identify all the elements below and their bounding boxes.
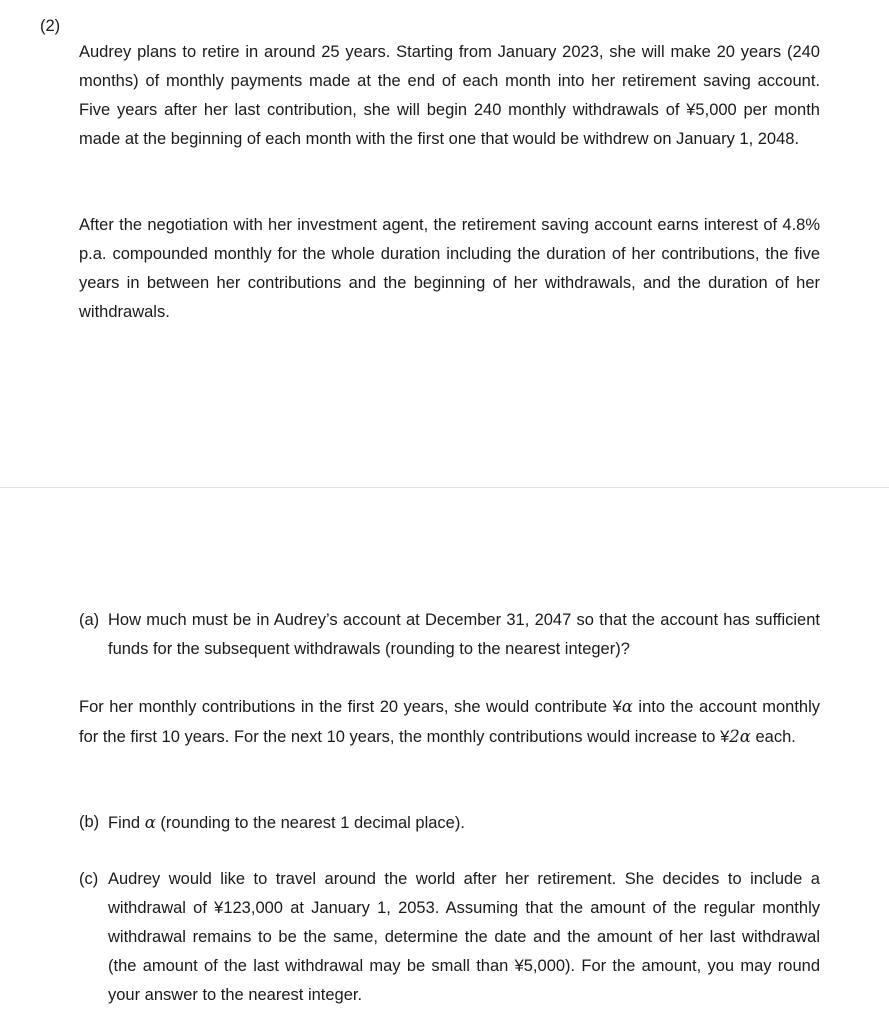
part-c-question [79, 865, 820, 1010]
contribution-paragraph [79, 692, 820, 752]
interest-paragraph: After the negotiation with her investment agent, the retirement saving account earns interest of 4.8% p.a. compounded monthly for the whole duration including the duration of her contributions, the five years in between her contributions and the beginning of her withdrawals, and the duration of her withdrawals. [79, 216, 820, 321]
alpha-symbol: α [621, 697, 633, 716]
alpha-symbol: α [144, 813, 156, 832]
part-a-label: (a) [79, 611, 100, 629]
part-a-text: How much must be in Audrey’s account at December 31, 2047 so that the account has sufficient funds for the subsequent withdrawals (rounding to the nearest integer)? [108, 611, 820, 658]
contribution-text-3: each. [750, 728, 796, 746]
question-number: (2) [40, 17, 61, 35]
part-b-question [79, 808, 820, 838]
part-c-label: (c) [79, 870, 99, 888]
problem-intro-paragraph: Audrey plans to retire in around 25 years. Starting from January 2023, she will make 20 years (240 months) of monthly payments made at the end of each month into her retirement saving account. Five years after her last contribution, she will begin 240 monthly withdrawals of ¥5,000 per month made at the beginning of each month with the first one that would be withdrew on January 1, 2048. [79, 43, 820, 148]
contribution-text-1: For her monthly contributions in the first 20 years, she would contribute ¥ [79, 698, 622, 716]
part-b-text-2: (rounding to the nearest 1 decimal place). [155, 814, 465, 832]
two-alpha-symbol: 2α [729, 727, 751, 746]
page-divider [0, 487, 889, 488]
part-b-text-1: Find [108, 814, 145, 832]
part-a-question [79, 606, 820, 664]
contribution-text-2: into the account monthly for the first 10 years. For the next 10 years, the monthly contributions would increase to ¥ [79, 698, 820, 746]
part-b-label: (b) [79, 813, 100, 831]
part-b-text [108, 808, 820, 838]
part-c-text: Audrey would like to travel around the world after her retirement. She decides to include a withdrawal of ¥123,000 at January 1, 2053. Assuming that the amount of the regular monthly withdrawal remains to be the same, determine the date and the amount of her last withdrawal (the amount of the last withdrawal may be small than ¥5,000). For the amount, you may round your answer to the nearest integer. [108, 870, 820, 1004]
